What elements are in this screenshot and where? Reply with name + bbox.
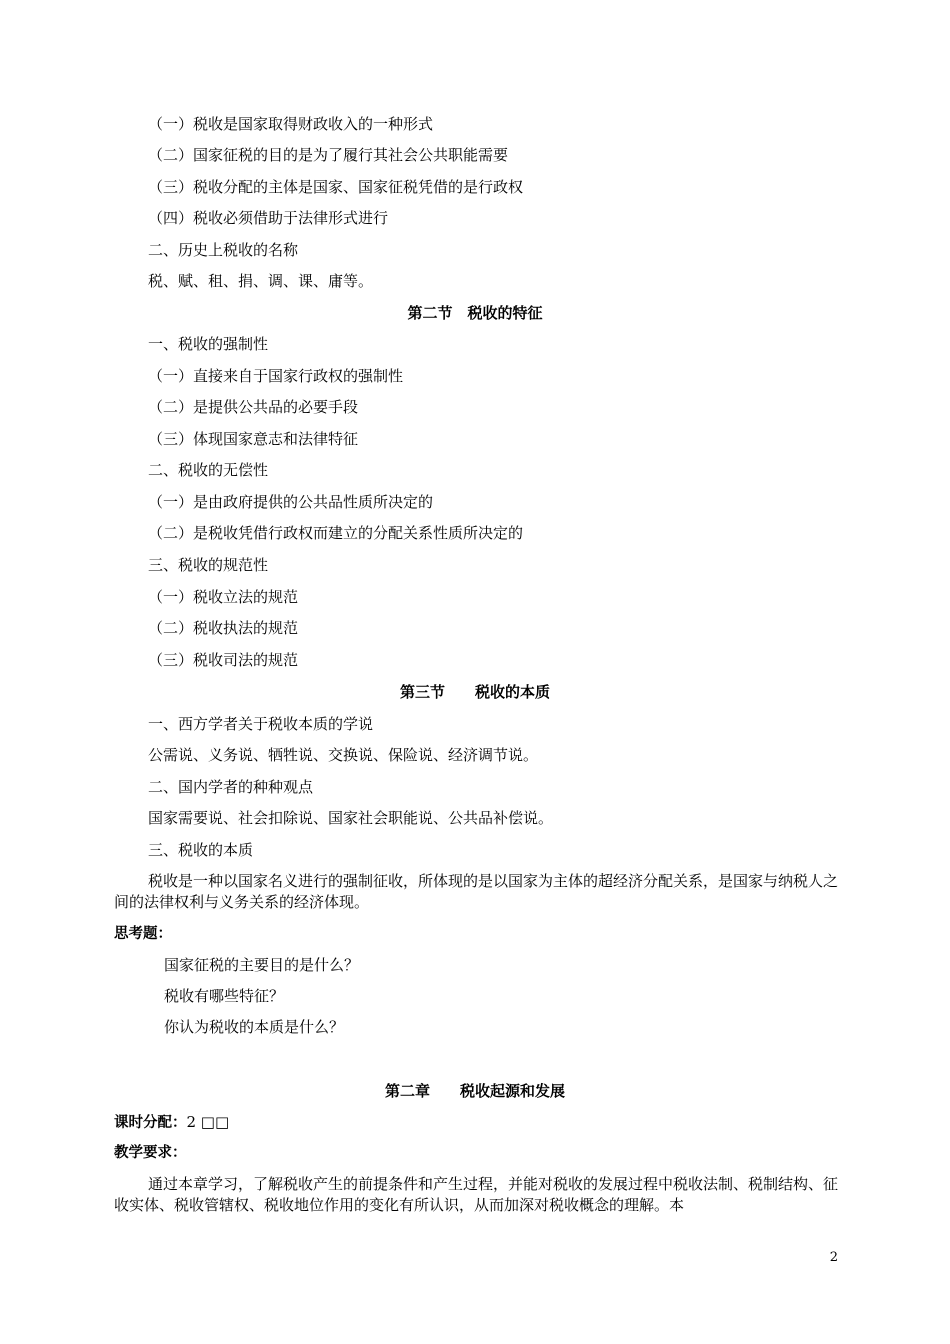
text-line: （一）是由政府提供的公共品性质所决定的	[148, 493, 434, 511]
text-line: （三）体现国家意志和法律特征	[148, 430, 359, 448]
text-line: 一、税收的强制性	[148, 335, 269, 353]
text-line: 二、国内学者的种种观点	[148, 778, 314, 796]
question-item: 你认为税收的本质是什么？	[164, 1018, 345, 1036]
text-line: （三）税收司法的规范	[148, 651, 299, 669]
text-line: 一、西方学者关于税收本质的学说	[148, 715, 374, 733]
text-line: 公需说、义务说、牺牲说、交换说、保险说、经济调节说。	[148, 746, 539, 764]
questions-label: 思考题：	[114, 926, 172, 942]
text-line: 国家需要说、社会扣除说、国家社会职能说、公共品补偿说。	[148, 809, 554, 827]
question-item: 税收有哪些特征？	[164, 987, 285, 1005]
chapter-heading: 第二章 税收起源和发展	[384, 1082, 565, 1100]
text-line: 税、赋、租、捐、调、课、庸等。	[148, 272, 374, 290]
section-heading: 第三节 税收的本质	[399, 683, 550, 701]
text-line: 二、历史上税收的名称	[148, 241, 299, 259]
text-line: （二）国家征税的目的是为了履行其社会公共职能需要	[148, 146, 509, 164]
body-paragraph: 通过本章学习，了解税收产生的前提条件和产生过程，并能对税收的发展过程中税收法制、税制结构、征收实体、税收管辖权、税收地位作用的变化有所认识，从而加深对税收概念的理解。本	[114, 1175, 839, 1214]
text-line: （一）税收是国家取得财政收入的一种形式	[148, 115, 434, 133]
hours-value: 2 □□	[186, 1113, 230, 1131]
text-line: （二）是税收凭借行政权而建立的分配关系性质所决定的	[148, 524, 524, 542]
hours-label: 课时分配：	[114, 1115, 187, 1131]
text-line: （一）直接来自于国家行政权的强制性	[148, 367, 404, 385]
text-line: （一）税收立法的规范	[148, 588, 299, 606]
text-line: （二）是提供公共品的必要手段	[148, 398, 359, 416]
hours-row	[114, 1112, 229, 1133]
body-paragraph: 税收是一种以国家名义进行的强制征收，所体现的是以国家为主体的超经济分配关系，是国家与纳税人之间的法律权利与义务关系的经济体现。	[114, 872, 839, 911]
text-line: 二、税收的无偿性	[148, 461, 269, 479]
section-heading: 第二节 税收的特征	[407, 304, 543, 322]
text-line: 三、税收的本质	[148, 841, 254, 859]
page-number: 2	[829, 1250, 838, 1265]
text-line: （四）税收必须借助于法律形式进行	[148, 209, 389, 227]
text-line: （二）税收执法的规范	[148, 619, 299, 637]
text-line: （三）税收分配的主体是国家、国家征税凭借的是行政权	[148, 178, 524, 196]
question-item: 国家征税的主要目的是什么？	[164, 956, 360, 974]
text-line: 三、税收的规范性	[148, 556, 269, 574]
requirements-label: 教学要求：	[114, 1145, 187, 1161]
